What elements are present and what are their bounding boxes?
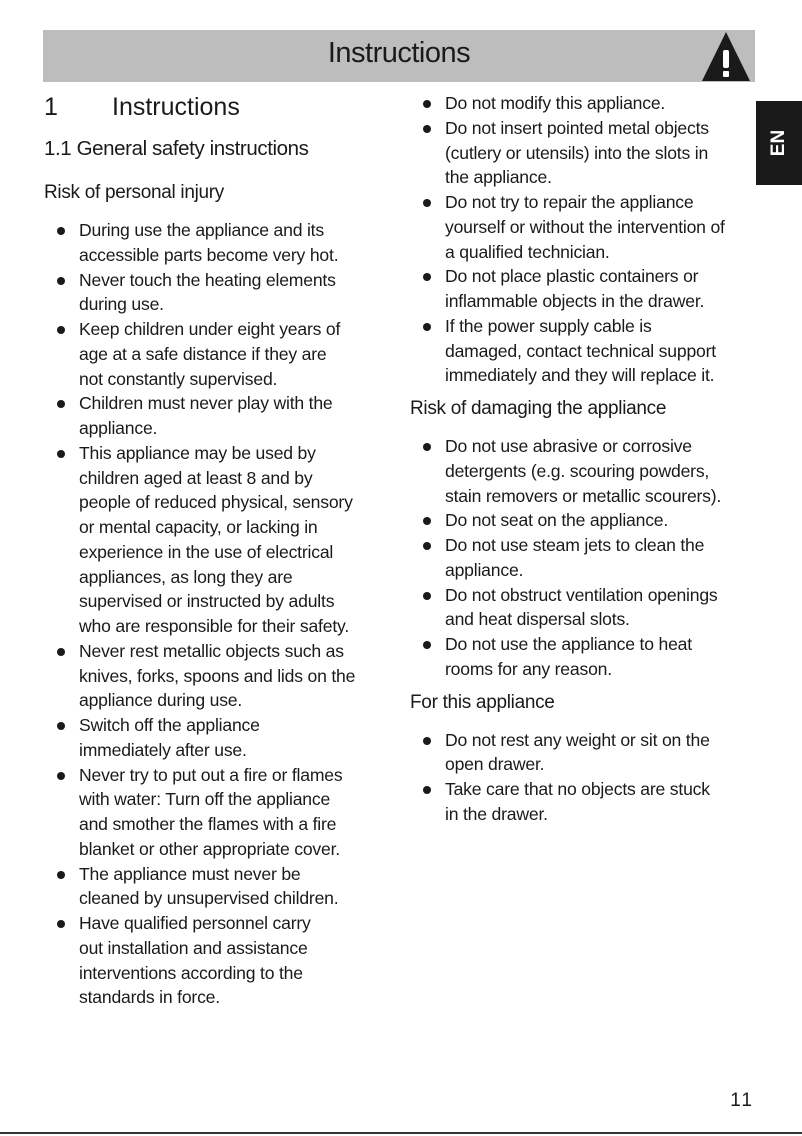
language-label: EN [768,129,789,157]
list-item-text: cleaned by unsupervised children. [79,888,339,909]
list-item [410,314,760,388]
subsection-heading: For this appliance [410,691,555,713]
right-column [410,91,760,827]
list-item-text: out installation and assistance [79,937,308,958]
bullet-icon [57,648,65,656]
bullet-list [410,91,760,388]
list-item-text: detergents (e.g. scouring powders, [445,460,710,481]
list-item-text: Do not insert pointed metal objects [445,117,709,138]
list-item-text: Have qualified personnel carry [79,913,311,933]
list-item-text: Do not rest any weight or sit on the [445,729,710,750]
list-item-text: and smother the flames with a fire [79,814,337,834]
subsection-heading: Risk of personal injury [44,182,225,203]
list-item [410,533,760,583]
list-item-text: appliance. [79,418,158,438]
bullet-icon [423,443,431,451]
list-item-text: Keep children under eight years of [79,319,341,339]
bullet-icon [423,125,431,133]
list-item-text: open drawer. [445,754,545,775]
bullet-icon [57,326,65,334]
section-heading: 1.1 General safety instructions [44,137,309,160]
banner-title: Instructions [327,37,471,69]
bullet-list [410,434,760,682]
list-item-text: Never touch the heating elements [79,269,336,290]
list-item-text: experience in the use of electrical [79,541,334,562]
list-item-text: Do not use steam jets to clean the [445,535,705,555]
list-item [44,862,394,912]
list-item-text: who are responsible for their safety. [79,616,350,636]
list-item [410,632,760,682]
list-item-text: not constantly supervised. [79,368,278,389]
bullet-icon [423,542,431,550]
list-item-text: inflammable objects in the drawer. [445,291,705,311]
list-item [44,218,394,268]
list-item [410,116,760,190]
list-item [44,391,394,441]
list-item-text: people of reduced physical, sensory [79,492,353,513]
list-item-text: Do not try to repair the appliance [445,192,694,212]
list-item-text: Never try to put out a fire or flames [79,764,343,785]
bullet-icon [57,772,65,780]
language-tab [756,101,802,185]
list-item-text: This appliance may be used by [79,442,316,463]
list-item-text: During use the appliance and its [79,220,324,240]
list-item-text: supervised or instructed by adults [79,591,335,612]
list-item-text: standards in force. [79,987,220,1008]
list-item-text: Do not place plastic containers or [445,266,699,287]
list-item-text: yourself or without the intervention of [445,216,725,237]
bullet-icon [423,323,431,331]
list-item [44,911,394,1010]
list-item [410,728,760,778]
list-item [44,268,394,318]
list-item-text: Do not seat on the appliance. [445,510,669,531]
list-item-text: the appliance. [445,167,552,188]
bullet-icon [57,722,65,730]
list-item [410,777,760,827]
chapter-number: 1 [44,93,58,121]
list-item-text: Do not modify this appliance. [445,93,666,113]
list-item [410,508,760,533]
bullet-icon [57,400,65,408]
page-number: 11 [730,1090,754,1111]
list-item-text: blanket or other appropriate cover. [79,838,340,859]
list-item-text: children aged at least 8 and by [79,467,313,488]
bullet-list [44,218,394,1010]
list-item-text: rooms for any reason. [445,658,612,679]
list-item-text: immediately and they will replace it. [445,365,715,386]
list-item-text: a qualified technician. [445,241,610,262]
list-item-text: Do not use the appliance to heat [445,634,692,654]
list-item-text: appliance during use. [79,690,243,711]
list-item-text: Do not use abrasive or corrosive [445,436,692,456]
list-item-text: or mental capacity, or lacking in [79,517,318,537]
bullet-icon [423,100,431,108]
list-item-text: in the drawer. [445,803,548,824]
bullet-icon [57,227,65,235]
bullet-icon [423,641,431,649]
list-item [410,434,760,508]
list-item-text: (cutlery or utensils) into the slots in [445,142,709,163]
bullet-icon [57,871,65,879]
list-item-text: during use. [79,294,164,315]
list-item-text: age at a safe distance if they are [79,343,327,364]
bullet-icon [423,273,431,281]
list-item-text: Switch off the appliance [79,715,260,735]
bullet-icon [423,517,431,525]
chapter-heading [44,92,394,136]
bullet-icon [57,277,65,285]
list-item-text: appliances, as long they are [79,566,293,587]
bullet-icon [57,920,65,928]
bottom-rule [0,1132,802,1134]
bullet-icon [423,592,431,600]
list-item [410,264,760,314]
list-item-text: stain removers or metallic scourers). [445,485,722,506]
list-item-text: If the power supply cable is [445,315,652,336]
list-item-text: Take care that no objects are stuck [445,779,710,799]
list-item [410,91,760,116]
bullet-icon [423,737,431,745]
left-column [44,92,394,1010]
list-item-text: damaged, contact technical support [445,340,716,361]
list-item-text: Children must never play with the [79,393,333,414]
bullet-icon [423,199,431,207]
list-item [410,583,760,633]
subsection-heading: Risk of damaging the appliance [410,398,667,419]
list-item [44,441,394,639]
list-item-text: interventions according to the [79,962,303,983]
list-item-text: immediately after use. [79,739,247,760]
list-item-text: appliance. [445,559,524,580]
bullet-icon [423,786,431,794]
chapter-title: Instructions [112,93,240,121]
list-item-text: accessible parts become very hot. [79,244,339,265]
list-item-text: The appliance must never be [79,863,301,884]
section-banner [43,30,755,82]
bullet-list [410,728,760,827]
list-item-text: and heat dispersal slots. [445,609,630,630]
warning-triangle-icon [700,30,752,82]
list-item [44,639,394,713]
list-item [44,713,394,763]
list-item-text: Never rest metallic objects such as [79,640,344,661]
list-item-text: Do not obstruct ventilation openings [445,584,718,605]
list-item-text: with water: Turn off the appliance [79,789,331,810]
list-item-text: knives, forks, spoons and lids on the [79,665,356,686]
list-item [44,317,394,391]
list-item [410,190,760,264]
bullet-icon [57,450,65,458]
list-item [44,763,394,862]
